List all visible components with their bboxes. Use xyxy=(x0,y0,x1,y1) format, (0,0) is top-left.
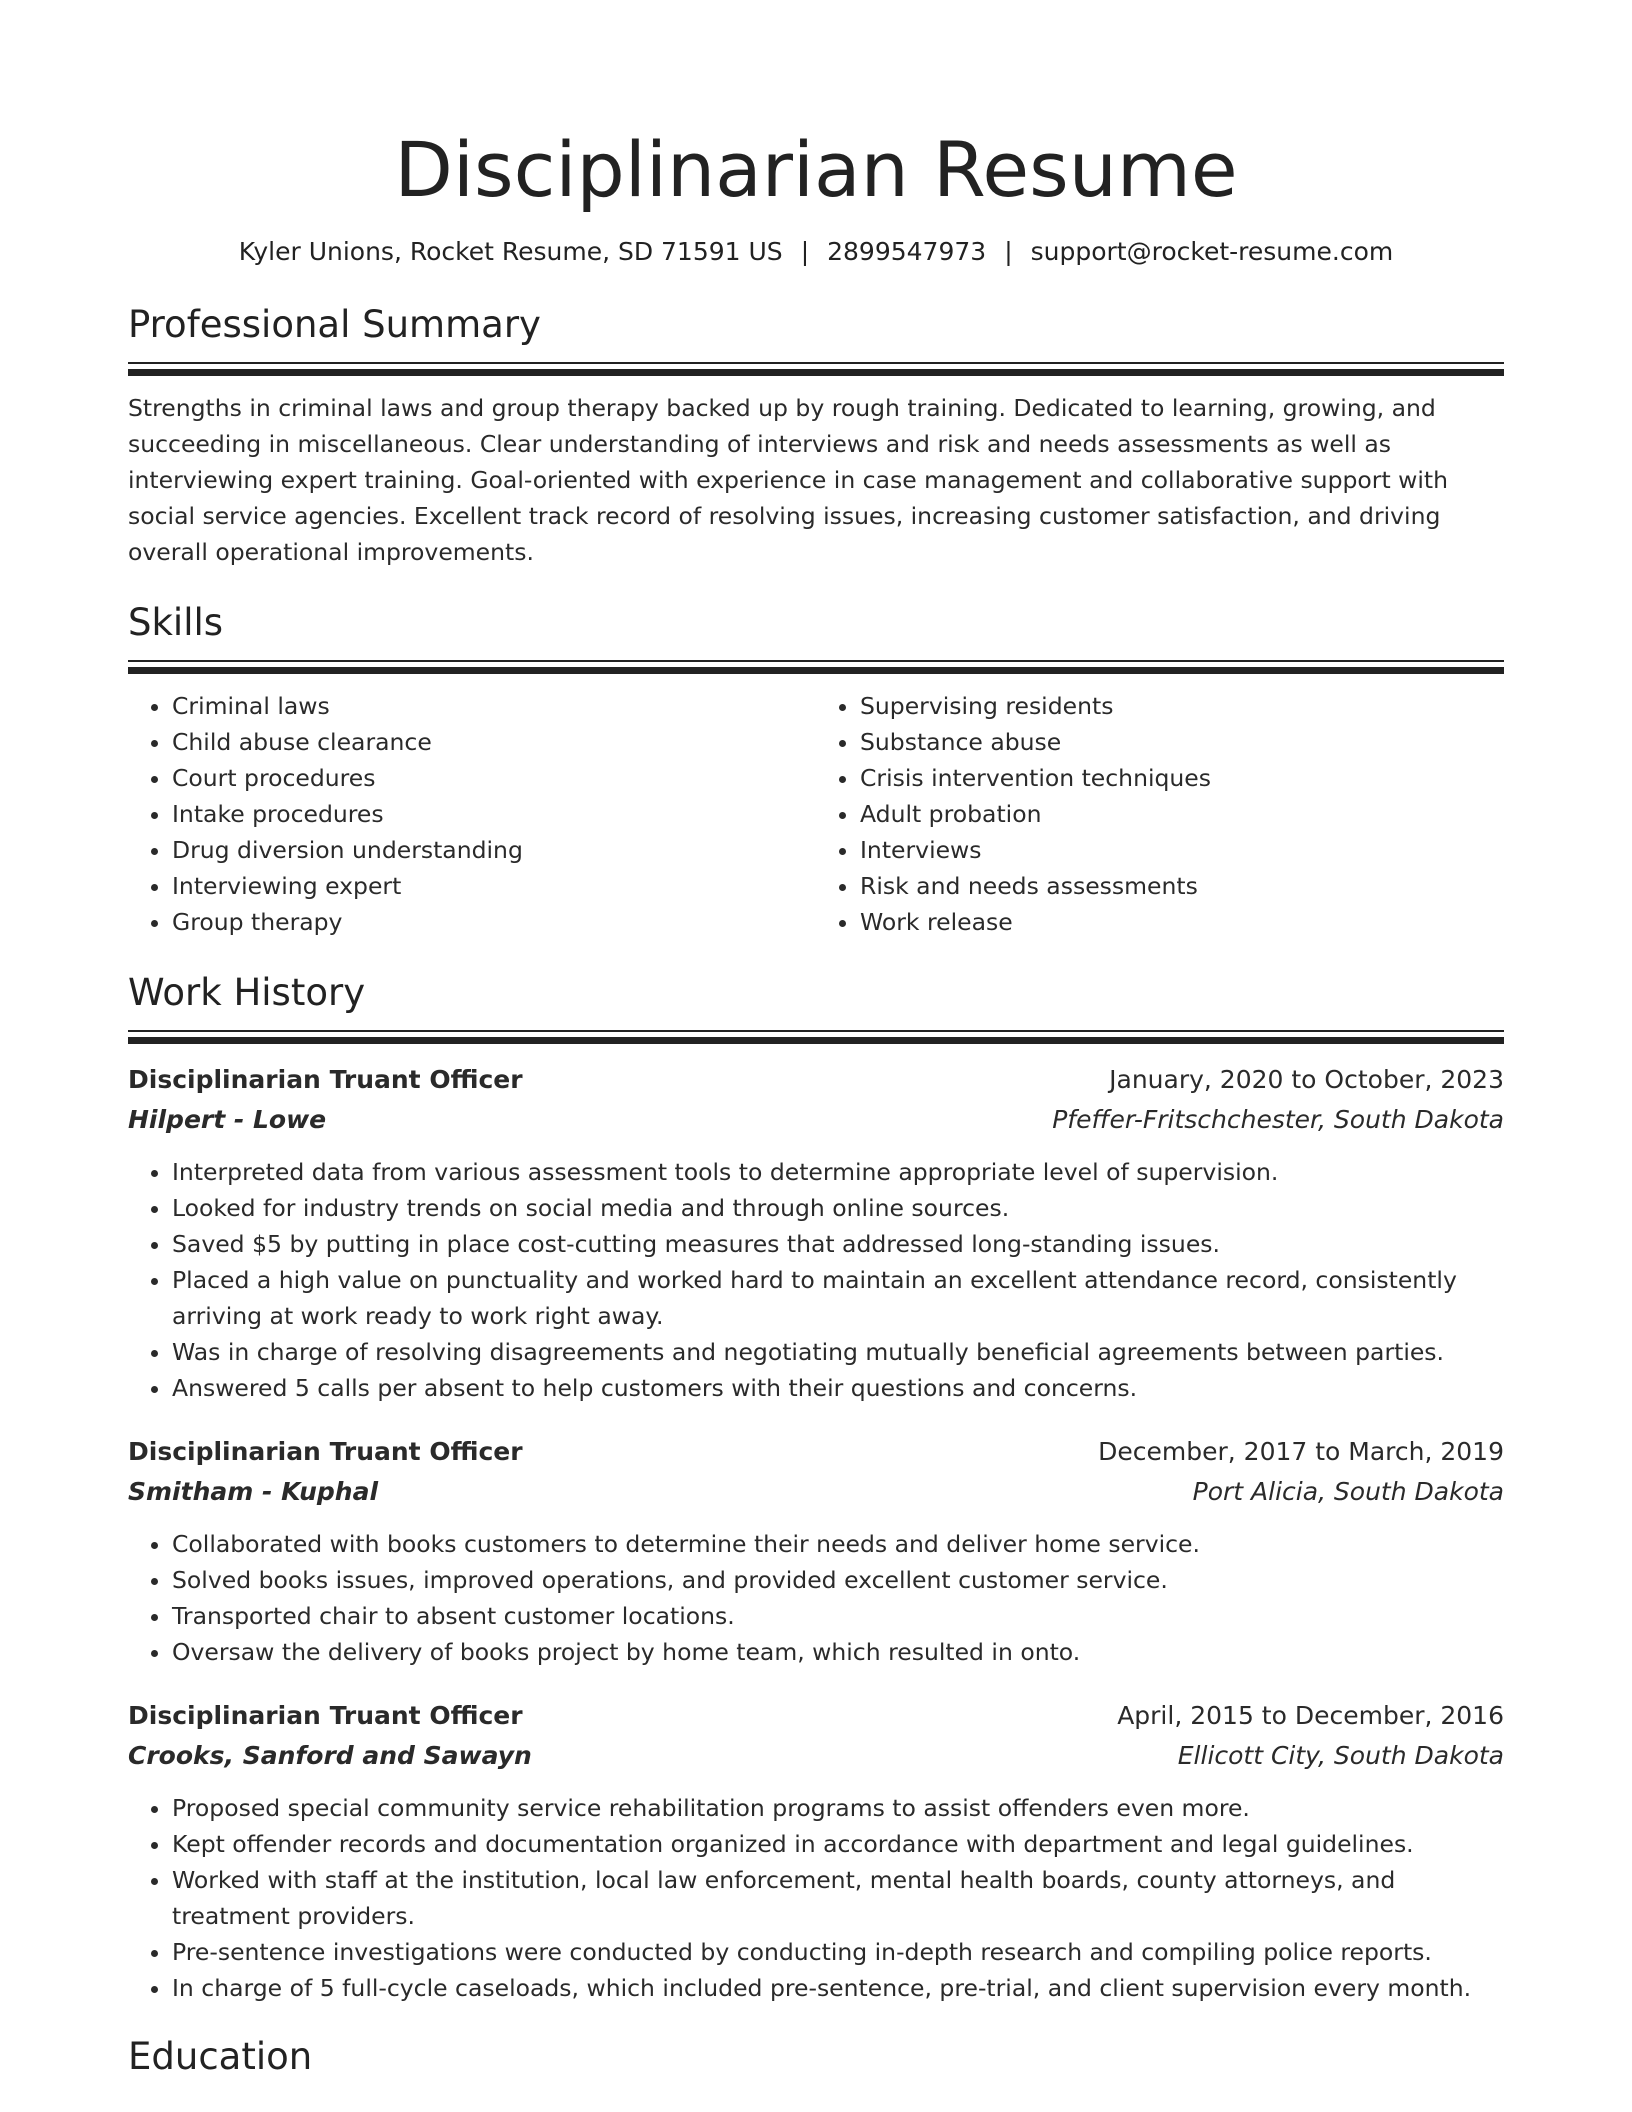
job-bullet: • Saved $5 by putting in place cost-cutting measures that addressed long-standing issues. xyxy=(172,1226,1504,1262)
job-company: Crooks, Sanford and Sawayn xyxy=(128,1741,532,1770)
section-divider xyxy=(128,1030,1504,1044)
skill-item: • Drug diversion understanding xyxy=(172,832,816,868)
job-bullet: • Collaborated with books customers to determine their needs and deliver home service. xyxy=(172,1526,1504,1562)
job-bullets xyxy=(128,1154,1504,1406)
job-entry xyxy=(128,1060,1504,1406)
job-bullet: • In charge of 5 full-cycle caseloads, which included pre-sentence, pre-trial, and client supervision every month. xyxy=(172,1970,1504,2006)
contact-line xyxy=(128,236,1504,268)
work-history-section xyxy=(128,970,1504,2006)
job-location: Ellicott City, South Dakota xyxy=(1177,1741,1504,1770)
job-bullet: • Answered 5 calls per absent to help customers with their questions and concerns. xyxy=(172,1370,1504,1406)
job-bullet: • Was in charge of resolving disagreements and negotiating mutually beneficial agreements between parties. xyxy=(172,1334,1504,1370)
skill-item: • Substance abuse xyxy=(860,724,1504,760)
skill-item: • Adult probation xyxy=(860,796,1504,832)
job-title: Disciplinarian Truant Officer xyxy=(128,1065,523,1094)
job-bullet: • Worked with staff at the institution, local law enforcement, mental health boards, county attorneys, and treatment providers. xyxy=(172,1862,1504,1934)
skill-item: • Work release xyxy=(860,904,1504,940)
skill-item: • Intake procedures xyxy=(172,796,816,832)
job-entry xyxy=(128,1696,1504,2006)
contact-separator: | xyxy=(1004,237,1013,266)
job-dates: December, 2017 to March, 2019 xyxy=(1098,1437,1504,1466)
job-title: Disciplinarian Truant Officer xyxy=(128,1437,523,1466)
job-bullet: • Pre-sentence investigations were conducted by conducting in-depth research and compiling police reports. xyxy=(172,1934,1504,1970)
job-dates: January, 2020 to October, 2023 xyxy=(1109,1065,1504,1094)
summary-section xyxy=(128,302,1504,570)
job-company-row xyxy=(128,1472,1504,1512)
job-bullet: • Oversaw the delivery of books project by home team, which resulted in onto. xyxy=(172,1634,1504,1670)
resume-title: Disciplinarian Resume xyxy=(394,125,1238,214)
resume-page xyxy=(128,0,1504,2080)
contact-separator: | xyxy=(800,237,810,266)
skill-item: • Child abuse clearance xyxy=(172,724,816,760)
section-divider xyxy=(128,660,1504,674)
job-location: Port Alicia, South Dakota xyxy=(1192,1477,1504,1506)
section-divider xyxy=(128,362,1504,376)
job-bullet: • Kept offender records and documentation organized in accordance with department and legal guidelines. xyxy=(172,1826,1504,1862)
skill-item: • Group therapy xyxy=(172,904,816,940)
work-history-heading: Work History xyxy=(128,971,366,1014)
job-header-row xyxy=(128,1432,1504,1472)
skills-list-right xyxy=(816,688,1504,940)
contact-phone: 2899547973 xyxy=(827,237,987,266)
job-title: Disciplinarian Truant Officer xyxy=(128,1701,523,1730)
skills-heading: Skills xyxy=(128,601,224,644)
job-bullets xyxy=(128,1790,1504,2006)
skills-section xyxy=(128,600,1504,940)
skill-item: • Risk and needs assessments xyxy=(860,868,1504,904)
summary-heading: Professional Summary xyxy=(128,303,541,346)
skill-item: • Court procedures xyxy=(172,760,816,796)
contact-address: Kyler Unions, Rocket Resume, SD 71591 US xyxy=(238,237,783,266)
job-company-row xyxy=(128,1736,1504,1776)
job-header-row xyxy=(128,1060,1504,1100)
skill-item: • Crisis intervention techniques xyxy=(860,760,1504,796)
job-bullet: • Solved books issues, improved operations, and provided excellent customer service. xyxy=(172,1562,1504,1598)
job-bullet: • Interpreted data from various assessment tools to determine appropriate level of supervision. xyxy=(172,1154,1504,1190)
skills-list-left xyxy=(128,688,816,940)
job-dates: April, 2015 to December, 2016 xyxy=(1117,1701,1504,1730)
job-entry xyxy=(128,1432,1504,1670)
job-bullet: • Proposed special community service rehabilitation programs to assist offenders even more. xyxy=(172,1790,1504,1826)
skills-columns xyxy=(128,688,1504,940)
job-header-row xyxy=(128,1696,1504,1736)
skill-item: • Supervising residents xyxy=(860,688,1504,724)
job-bullet: • Transported chair to absent customer locations. xyxy=(172,1598,1504,1634)
job-company-row xyxy=(128,1100,1504,1140)
job-company: Hilpert - Lowe xyxy=(128,1105,327,1134)
job-company: Smitham - Kuphal xyxy=(128,1477,379,1506)
contact-email: support@rocket-resume.com xyxy=(1030,237,1394,266)
skill-item: • Criminal laws xyxy=(172,688,816,724)
skill-item: • Interviews xyxy=(860,832,1504,868)
job-bullet: • Looked for industry trends on social media and through online sources. xyxy=(172,1190,1504,1226)
education-section xyxy=(128,2034,1504,2080)
job-bullet: • Placed a high value on punctuality and worked hard to maintain an excellent attendance record, consistently arriving at work ready to work right away. xyxy=(172,1262,1504,1334)
education-heading: Education xyxy=(128,2035,313,2078)
job-location: Pfeffer-Fritschchester, South Dakota xyxy=(1052,1105,1504,1134)
summary-text: Strengths in criminal laws and group therapy backed up by rough training. Dedicated to learning, growing, and succeeding in miscellaneous. Clear understanding of interviews and risk and needs assessments as well as interviewing expert training. Goal-oriented with experience in case management and collaborative support with social service agencies. Excellent track record of resolving issues, increasing customer satisfaction, and driving overall operational improvements. xyxy=(128,394,1448,566)
job-bullets xyxy=(128,1526,1504,1670)
skill-item: • Interviewing expert xyxy=(172,868,816,904)
